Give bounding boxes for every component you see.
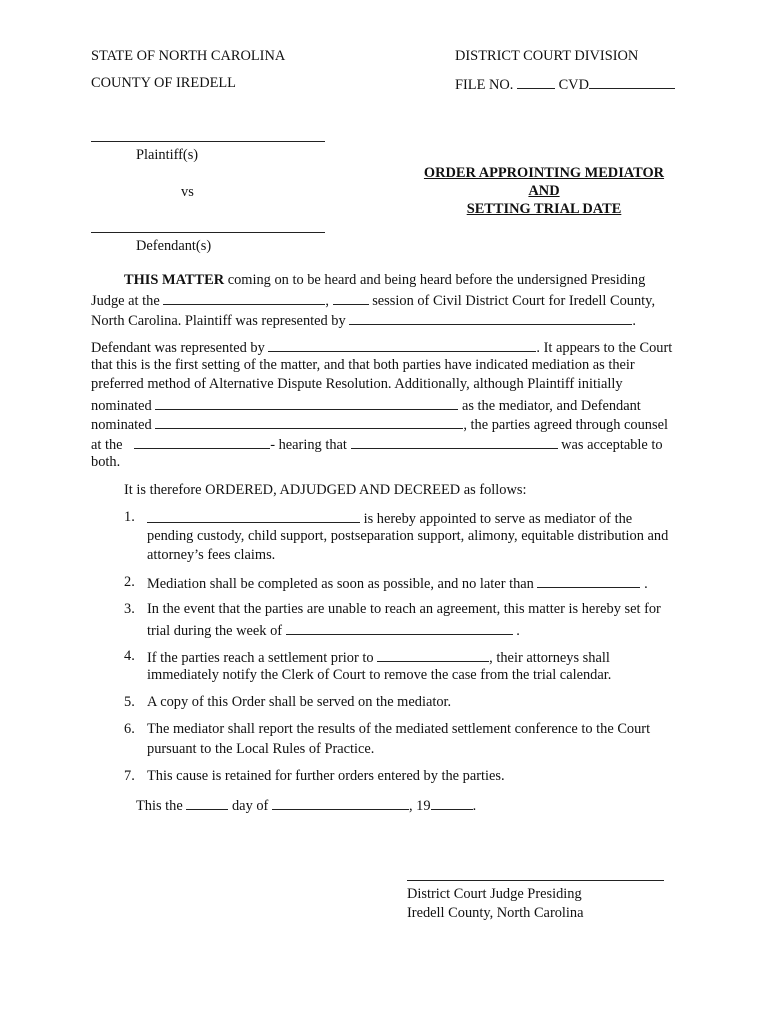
item-1-number: 1. [124, 509, 135, 525]
paragraph-2-line-7: both. [91, 454, 121, 470]
item-2-number: 2. [124, 574, 135, 590]
day-blank[interactable] [186, 796, 228, 810]
cvd-label: CVD [558, 77, 589, 93]
plaintiff-name-line[interactable] [91, 141, 325, 142]
paragraph-2-line-3: preferred method of Alternative Dispute Resolution. Additionally, although Plaintiff initially [91, 376, 623, 392]
mediation-deadline-blank[interactable] [537, 574, 640, 588]
item-6-line-2: pursuant to the Local Rules of Practice. [147, 741, 375, 757]
plaintiff-label: Plaintiff(s) [136, 147, 199, 163]
paragraph-1-line-1: THIS MATTER coming on to be heard and being heard before the undersigned Presiding [124, 272, 646, 288]
item-1-line-3: attorney’s fees claims. [147, 547, 276, 563]
item-6-number: 6. [124, 721, 135, 737]
document-title-line-1: ORDER APPROINTING MEDIATOR [423, 165, 665, 181]
item-6-line-1: The mediator shall report the results of the mediated settlement conference to the Court [147, 721, 651, 737]
trial-week-blank[interactable] [286, 621, 513, 635]
versus-label: vs [181, 184, 194, 200]
signature-county: Iredell County, North Carolina [407, 905, 584, 921]
hearing-type-blank[interactable] [134, 435, 270, 449]
year-blank[interactable] [431, 796, 473, 810]
state-heading: STATE OF NORTH CAROLINA [91, 48, 286, 64]
appointed-mediator-blank[interactable] [147, 509, 360, 523]
signature-title: District Court Judge Presiding [407, 886, 582, 902]
paragraph-1-line-2: Judge at the , session of Civil District Court for Iredell County, [91, 293, 656, 309]
item-7-number: 7. [124, 768, 135, 784]
document-title-line-3: SETTING TRIAL DATE [466, 201, 622, 217]
item-1-line-1: is hereby appointed to serve as mediator of the [147, 509, 632, 528]
file-no-label: FILE NO. [455, 77, 514, 93]
item-2-text: Mediation shall be completed as soon as possible, and no later than . [147, 576, 648, 592]
item-4-number: 4. [124, 648, 135, 664]
session-blank[interactable] [333, 291, 369, 305]
item-1-line-2: pending custody, child support, postseparation support, alimony, equitable distribution and [147, 528, 669, 544]
plaintiff-counsel-blank[interactable] [349, 311, 632, 325]
document-title-line-2: AND [528, 183, 560, 199]
file-no-blank[interactable] [517, 75, 555, 89]
judge-signature-line[interactable] [407, 880, 664, 881]
ordered-statement: It is therefore ORDERED, ADJUDGED AND DECREED as follows: [124, 482, 527, 498]
paragraph-2-line-5: nominated , the parties agreed through counsel [91, 417, 668, 433]
item-3-line-1: In the event that the parties are unable to reach an agreement, this matter is hereby set for [147, 601, 661, 617]
dating-line: This the day of , 19 . [136, 798, 477, 814]
defendant-nominee-blank[interactable] [155, 415, 463, 429]
item-3-line-2: trial during the week of . [147, 623, 520, 639]
item-4-line-2: immediately notify the Clerk of Court to remove the case from the trial calendar. [147, 667, 612, 683]
item-7-text: This cause is retained for further orders entered by the parties. [147, 768, 505, 784]
defendant-label: Defendant(s) [136, 238, 212, 254]
paragraph-2-line-1: Defendant was represented by . It appears to the Court [91, 340, 673, 356]
item-4-line-1: If the parties reach a settlement prior to , their attorneys shall [147, 650, 610, 666]
settlement-date-blank[interactable] [377, 648, 489, 662]
county-heading: COUNTY OF IREDELL [91, 75, 236, 91]
item-3-number: 3. [124, 601, 135, 617]
file-number-line [455, 75, 675, 94]
plaintiff-nominee-blank[interactable] [155, 396, 458, 410]
item-5-text: A copy of this Order shall be served on the mediator. [147, 694, 452, 710]
paragraph-1-line-3: North Carolina. Plaintiff was represented by . [91, 313, 636, 329]
judge-blank[interactable] [163, 291, 325, 305]
agreed-mediator-blank[interactable] [351, 435, 558, 449]
item-5-number: 5. [124, 694, 135, 710]
cvd-number-blank[interactable] [589, 75, 675, 89]
month-blank[interactable] [272, 796, 409, 810]
paragraph-2-line-4: nominated as the mediator, and Defendant [91, 398, 641, 414]
paragraph-2-line-2: that this is the first setting of the matter, and that both parties have indicated mediation as their [91, 357, 635, 373]
this-matter-lead: THIS MATTER [124, 272, 225, 288]
defendant-counsel-blank[interactable] [268, 338, 536, 352]
defendant-name-line[interactable] [91, 232, 325, 233]
paragraph-2-line-6: at the - hearing that was acceptable to [91, 437, 663, 453]
division-heading: DISTRICT COURT DIVISION [455, 48, 639, 64]
